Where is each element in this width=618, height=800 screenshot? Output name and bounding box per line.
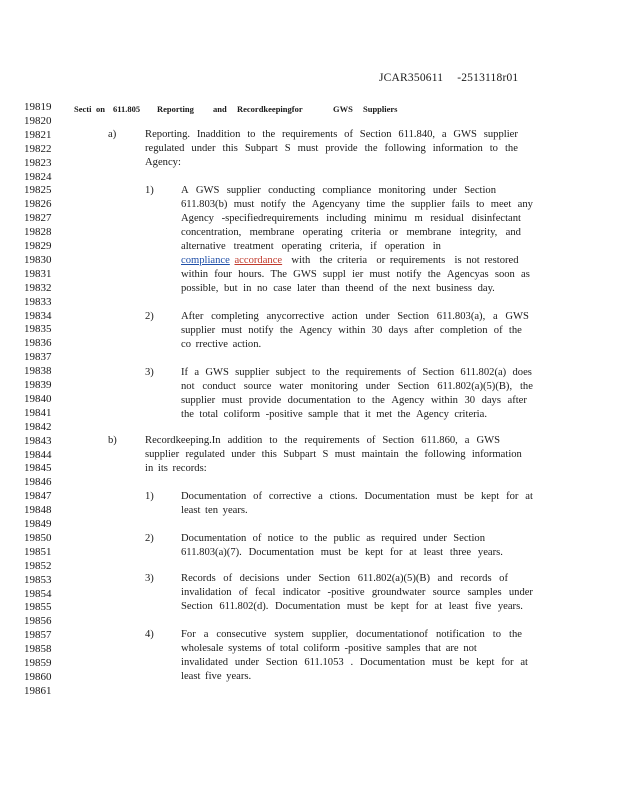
line-number: 19820 [24, 114, 52, 127]
line-number: 19837 [24, 351, 52, 364]
inserted-text: accordance [234, 255, 283, 266]
item-a1-line: Agency -specifiedrequirements including minimu m residual disinfectant [181, 213, 521, 224]
line-number: 19832 [24, 281, 52, 294]
item-a2-line: co rrective action. [181, 339, 262, 350]
line-number: 19854 [24, 587, 52, 600]
line-number: 19844 [24, 448, 52, 461]
line-number: 19845 [24, 462, 52, 475]
line-number: 19823 [24, 156, 52, 169]
subsection-a-line: regulated under this Subpart S must provide the following information to the [145, 143, 518, 154]
line-number: 19842 [24, 420, 52, 433]
item-b4-line: For a consecutive system supplier, documentationof notification to the [181, 629, 522, 640]
item-a3-marker: 3) [145, 367, 154, 378]
line-number: 19827 [24, 212, 52, 225]
line-number: 19841 [24, 406, 52, 419]
item-b2-marker: 2) [145, 533, 154, 544]
line-number: 19829 [24, 240, 52, 252]
line-number: 19850 [24, 531, 52, 544]
line-number: 19839 [24, 379, 52, 391]
item-a1-line: 611.803(b) must notify the Agencyany time the supplier fails to meet any [181, 199, 533, 210]
item-a1-line-with-revision [181, 254, 519, 268]
subsection-b-line: supplier regulated under this Subpart S must maintain the following information [145, 449, 522, 460]
line-number: 19835 [24, 323, 52, 336]
item-b4-marker: 4) [145, 629, 154, 640]
item-a3-line: supplier must provide documentation to the Agency within 30 days after [181, 395, 527, 406]
item-b4-line: invalidated under Section 611.1053 . Documentation must be kept for at [181, 657, 528, 668]
item-a3-line: If a GWS supplier subject to the requirements of Section 611.802(a) does [181, 367, 532, 378]
section-title-word-4: GWS [333, 104, 353, 114]
item-b3-marker: 3) [145, 573, 154, 584]
line-number: 19852 [24, 559, 52, 572]
item-a2-line: supplier must notify the Agency within 30 days after completion of the [181, 325, 522, 336]
line-number: 19851 [24, 545, 52, 558]
item-b3-line: invalidation of fecal indicator -positive groundwater source samples under [181, 587, 533, 598]
item-b1-marker: 1) [145, 491, 154, 502]
item-b1-line: least ten years. [181, 505, 248, 516]
line-number: 19840 [24, 392, 52, 405]
item-b3-line: Records of decisions under Section 611.802(a)(5)(B) and records of [181, 573, 508, 584]
item-b2-line: 611.803(a)(7). Documentation must be kept for at least three years. [181, 547, 503, 558]
subsection-b-line: Recordkeeping.In addition to the requirements of Section 611.860, a GWS [145, 435, 500, 446]
line-number: 19861 [24, 684, 52, 697]
header-id: -2513118r01 [457, 72, 519, 84]
line-number: 19846 [24, 476, 52, 489]
line-number: 19849 [24, 518, 52, 530]
line-number: 19825 [24, 184, 52, 197]
subsection-b-line: in its records: [145, 463, 207, 474]
subsection-b-marker: b) [108, 435, 117, 446]
item-a3-line: not conduct source water monitoring under Section 611.802(a)(5)(B), the [181, 381, 533, 392]
section-title-word-1: Reporting [157, 104, 194, 114]
item-a1-line-rest: with the criteria or requirements is not restored [282, 255, 519, 266]
item-b4-line: wholesale systems of total coliform -positive samples that are not [181, 643, 477, 654]
item-b2-line: Documentation of notice to the public as required under Section [181, 533, 485, 544]
line-number: 19831 [24, 267, 52, 280]
item-a1-line: possible, but in no case later than theend of the next business day. [181, 283, 495, 294]
item-a2-line: After completing anycorrective action under Section 611.803(a), a GWS [181, 311, 529, 322]
item-a2-marker: 2) [145, 311, 154, 322]
section-title-word-3: Recordkeepingfor [237, 104, 303, 114]
line-number: 19822 [24, 142, 52, 155]
section-title-sect: Secti [74, 104, 92, 114]
line-number: 19853 [24, 573, 52, 586]
document-header [379, 72, 518, 84]
line-number: 19838 [24, 365, 52, 378]
section-title-number: 611.805 [113, 104, 141, 114]
line-number: 19857 [24, 629, 52, 642]
line-number: 19843 [24, 434, 52, 447]
item-a1-line: concentration, membrane operating criteria or membrane integrity, and [181, 227, 521, 238]
line-number: 19858 [24, 643, 52, 656]
section-title-word-2: and [213, 104, 227, 114]
section-title-word-5: Suppliers [363, 104, 398, 114]
line-number: 19833 [24, 295, 52, 308]
line-number: 19836 [24, 337, 52, 350]
subsection-a-marker: a) [108, 129, 117, 140]
item-b3-line: Section 611.802(d). Documentation must be kept for at least five years. [181, 601, 523, 612]
line-number: 19828 [24, 226, 52, 239]
line-number: 19859 [24, 657, 52, 669]
item-a1-marker: 1) [145, 185, 154, 196]
header-code: JCAR350611 [379, 72, 444, 84]
item-a1-line: alternative treatment operating criteria, if operation in [181, 241, 441, 252]
line-number: 19847 [24, 490, 52, 503]
deleted-text: compliance [181, 255, 230, 266]
line-number: 19848 [24, 504, 52, 517]
line-number: 19834 [24, 309, 52, 322]
line-number: 19821 [24, 128, 52, 141]
line-number: 19856 [24, 615, 52, 628]
item-a3-line: the total coliform -positive sample that it met the Agency criteria. [181, 409, 487, 420]
item-b1-line: Documentation of corrective a ctions. Documentation must be kept for at [181, 491, 533, 502]
section-title-on: on [96, 104, 105, 114]
item-a1-line: A GWS supplier conducting compliance monitoring under Section [181, 185, 496, 196]
line-number: 19830 [24, 253, 52, 266]
item-b4-line: least five years. [181, 671, 252, 682]
subsection-a-line: Reporting. Inaddition to the requirements of Section 611.840, a GWS supplier [145, 129, 518, 140]
line-number: 19824 [24, 170, 52, 183]
line-number: 19826 [24, 198, 52, 211]
item-a1-line: within four hours. The GWS suppl ier must notify the Agencyas soon as [181, 269, 530, 280]
line-number: 19860 [24, 670, 52, 683]
line-number: 19819 [24, 101, 52, 113]
subsection-a-line: Agency: [145, 157, 181, 168]
line-number: 19855 [24, 601, 52, 614]
